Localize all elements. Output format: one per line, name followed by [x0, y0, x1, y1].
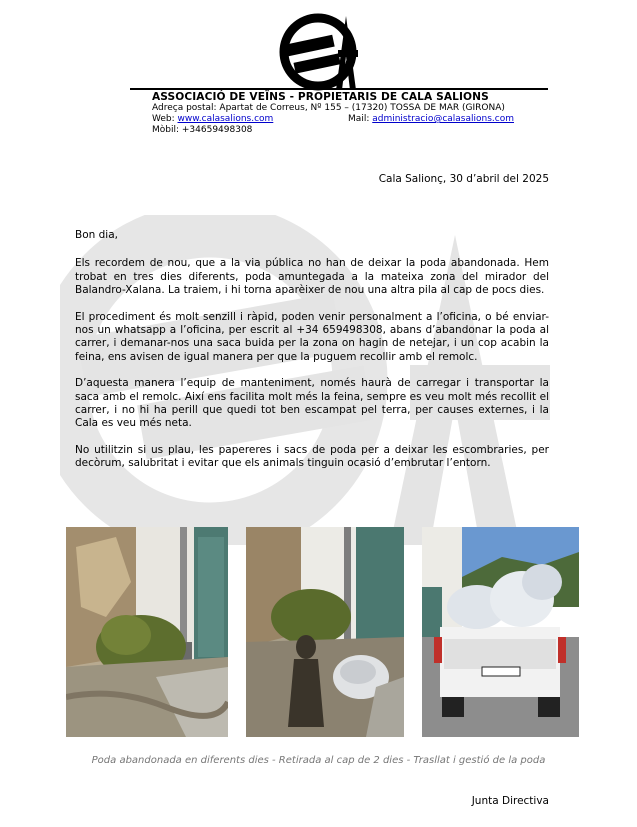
abandoned-pruning-photo	[66, 527, 228, 737]
signature: Junta Directiva	[471, 795, 549, 807]
letter-body	[75, 229, 549, 484]
web-link[interactable]: www.calasalions.com	[177, 114, 274, 124]
pruning-pile-with-shadow-photo	[246, 527, 404, 737]
header-rule	[130, 88, 548, 90]
letter-date: Cala Salionç, 30 d’abril del 2025	[378, 173, 549, 185]
mail-line: Mail: administracio@calasalions.com	[348, 114, 514, 124]
paragraph-4: No utilitzin si us plau, les papereres i sacs de poda per a deixar les escombraries, per decòrum, salubritat i evitar que els animals tinguin ocasió d’embrutar l’entorn.	[75, 444, 549, 470]
photo-caption: Poda abandonada en diferents dies - Retirada al cap de 2 dies - Trasllat i gestió de la poda	[91, 755, 546, 766]
pickup-truck-with-sacks-photo	[422, 527, 579, 737]
greeting: Bon dia,	[75, 229, 118, 241]
paragraph-3: D’aquesta manera l’equip de manteniment, només haurà de carregar i transportar la saca amb el remolc. Així ens facilita molt més la feina, sempre es veu molt més recollit el carrer, i no hi ha perill que quedi tot ben escampat pel terra, per causes externes, i la Cala es veu més neta.	[75, 377, 549, 430]
letterhead	[152, 92, 552, 136]
paragraph-2: El procediment és molt senzill i ràpid, poden venir personalment a l’oficina, o bé enviar-nos un whatsapp a l’oficina, per escrit al +34 659498308, abans d’abandonar la poda al carrer, i demanar-nos una saca buida per la zona on hagin de netejar, i un cop acabin la feina, ens avisen de igual manera per que la puguem recollir amb el remolc.	[75, 310, 549, 363]
association-logo	[276, 10, 360, 94]
mail-link[interactable]: administracio@calasalions.com	[372, 114, 514, 124]
web-line: Web: www.calasalions.com	[152, 114, 274, 124]
postal-address: Adreça postal: Apartat de Correus, Nº 155 – (17320) TOSSA DE MAR (GIRONA)	[152, 103, 505, 113]
mobile-line: Mòbil: +34659498308	[152, 125, 253, 135]
paragraph-1: Els recordem de nou, que a la via pública no han de deixar la poda abandonada. Hem trobat en tres dies diferents, poda amuntegada a la mateixa zona del mirador del Balandro-Xalana. La traiem, i hi torna aparèixer de nou una altra pila al cap de pocs dies.	[75, 257, 549, 296]
org-name: ASSOCIACIÓ DE VEÏNS - PROPIETARIS DE CALA SALIONS	[152, 91, 489, 103]
